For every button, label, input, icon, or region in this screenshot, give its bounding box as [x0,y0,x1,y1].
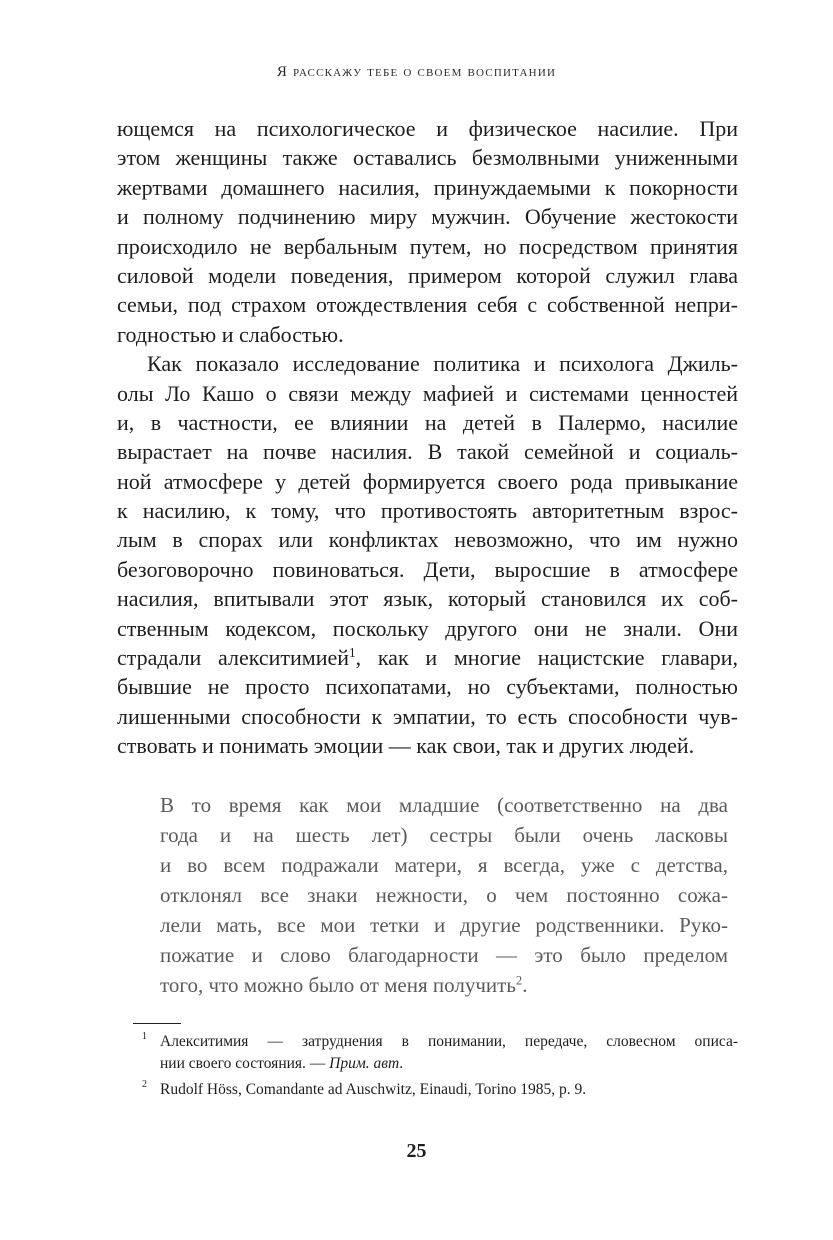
text-line [117,232,738,261]
line-text: ственным кодексом, поскольку другого они не знали. Они [117,615,738,641]
text-line [117,202,738,231]
line-text: и, в частности, ее влиянии на детей в Палермо, насилие [117,409,738,435]
footnote-line: Rudolf Höss, Comandante ad Auschwitz, Einaudi, Torino 1985, p. 9. [160,1081,587,1098]
text-line [117,290,738,319]
line-text: года и на шесть лет) сестры были очень ласковы [160,823,728,847]
text-line [117,702,738,731]
text-line [117,731,738,760]
footnote-number: 2 [142,1079,147,1090]
footnote-1 [142,1031,738,1075]
text-line [117,408,738,437]
footnote-line [160,1053,738,1075]
footnote-line: Алекситимия — затруднения в понимании, передаче, словесном описа- [160,1033,738,1050]
line-text: лишенными способности к эмпатии, то есть способности чув- [117,703,738,729]
footnote-divider [133,1023,181,1024]
block-quote [160,790,728,1000]
text-line [160,880,728,910]
text-line [117,555,738,584]
text-line [117,525,738,554]
text-line [117,437,738,466]
line-text: безоговорочно повиноваться. Дети, выросшие в атмосфере [117,556,738,582]
line-text: вырастает на почве насилия. В такой семейной и социаль- [117,439,738,465]
line-text: бывшие не просто психопатами, но субъектами, полностью [117,674,738,700]
text-line [117,467,738,496]
line-text: страдали алекситимией [117,645,350,671]
text-line [160,910,728,940]
footnote-ref[interactable]: 1 [349,645,356,661]
line-text: олы Ло Кашо о связи между мафией и системами ценностей [117,380,738,406]
footnote-ref[interactable]: 2 [515,973,523,988]
footnote-note-italic: Прим. авт [329,1055,400,1072]
line-text: . [522,973,528,997]
footnote-2 [142,1079,738,1101]
text-line [117,114,738,143]
line-text: отклонял все знаки нежности, о чем постоянно сожа- [160,883,728,907]
line-text: жертвами домашнего насилия, принуждаемыми к покорности [117,174,738,200]
text-line [117,261,738,290]
line-text: насилия, впитывали этот язык, который становился их соб- [117,586,738,612]
text-line [160,820,728,850]
line-text: ющемся на психологическое и физическое насилие. При [117,116,738,141]
line-text: лели мать, все мои тетки и другие родственники. Руко- [160,913,728,937]
text-line [160,940,728,970]
line-text: семьи, под страхом отождествления себя с собственной непри- [117,292,738,318]
body-text [117,114,738,761]
text-line [160,970,728,1000]
line-text: того, что можно было от меня получить [160,973,516,997]
text-line [117,173,738,202]
text-line [117,614,738,643]
line-text: ствовать и понимать эмоции — как свои, так и других людей. [117,733,695,759]
line-text: В то время как мои младшие (соответственно на два [160,793,728,817]
line-text: этом женщины также оставались безмолвными униженными [117,145,738,171]
line-text: , как и многие нацистские главари, [355,645,738,671]
line-text: силовой модели поведения, примером которой служил глава [117,262,738,288]
text-line [117,320,738,349]
line-text: лым в спорах или конфликтах невозможно, что им нужно [117,527,738,553]
running-head: Я расскажу тебе о своем воспитании [276,64,557,80]
line-text: ной атмосфере у детей формируется своего рода привыкание [117,468,738,494]
text-line [117,349,738,378]
footnote-text: нии своего состояния. — [160,1055,330,1072]
text-line [117,496,738,525]
text-line [160,790,728,820]
text-line [117,643,738,672]
text-line [117,584,738,613]
footnotes [142,1031,738,1105]
text-line [160,850,728,880]
line-text: годностью и слабостью. [117,321,344,347]
footnote-text: . [399,1055,404,1072]
line-text: и во всем подражали матери, я всегда, уже с детства, [160,853,728,877]
line-text: и полному подчинению миру мужчин. Обучение жестокости [117,204,738,230]
line-text: Как показало исследование политика и психолога Джиль- [147,351,738,377]
text-line [117,379,738,408]
text-line [117,143,738,172]
line-text: происходило не вербальным путем, но посредством принятия [117,233,738,259]
page-number: 25 [406,1140,427,1162]
line-text: к насилию, к тому, что противостоять авторитетным взрос- [117,498,738,524]
footnote-number: 1 [142,1031,147,1042]
line-text: пожатие и слово благодарности — это было пределом [160,943,728,967]
text-line [117,672,738,701]
